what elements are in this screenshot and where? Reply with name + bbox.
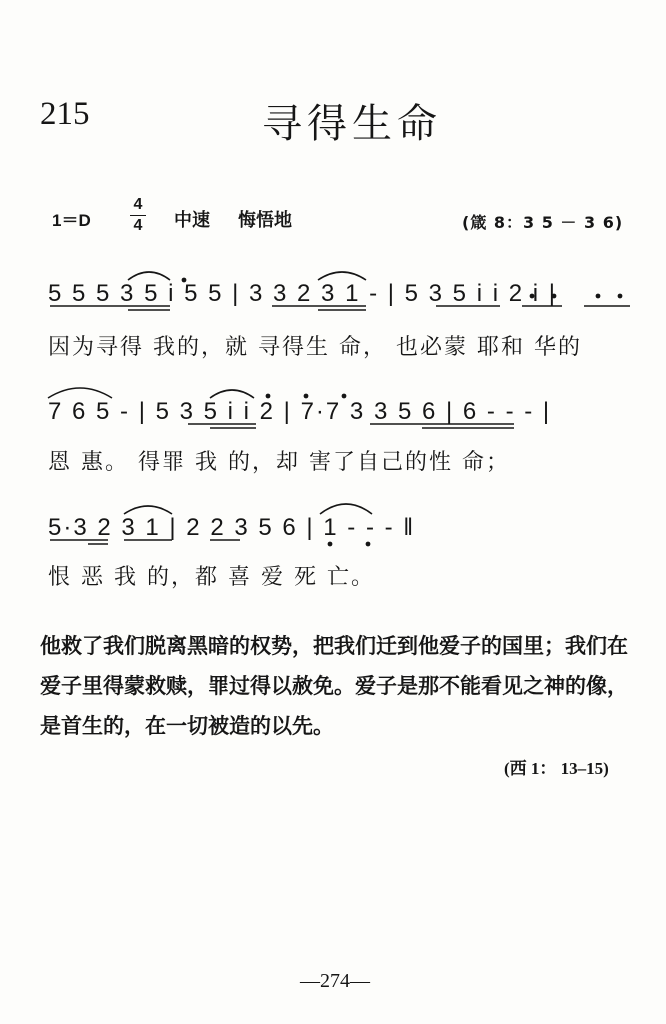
- hymn-title: 寻得生命: [262, 101, 442, 147]
- octave-dot: [596, 294, 601, 299]
- hymn-number: 215: [40, 96, 90, 132]
- slur: [128, 272, 170, 280]
- slur: [210, 390, 254, 398]
- meter-bottom: 4: [133, 217, 143, 234]
- notation-line: 7 6 5 - | 5 3 5 i i 2 | 7·7 3 3 5 6 | 6 - - - |: [48, 398, 552, 425]
- meter-top: 4: [133, 196, 143, 213]
- slur: [318, 272, 366, 280]
- lyrics-line: 恩 惠。 得罪 我 的，却 害了自己的性 命；: [48, 450, 510, 475]
- lyrics-line: 因为寻得 我的，就 寻得生 命， 也必蒙 耶和 华的: [48, 335, 582, 360]
- key-signature: 1＝D: [52, 211, 91, 230]
- slur: [48, 388, 112, 398]
- octave-dot: [366, 542, 371, 547]
- tempo-marking: 中速: [174, 210, 210, 231]
- expression-marking: 悔悟地: [238, 210, 292, 231]
- octave-dot: [618, 294, 623, 299]
- notation-line: 5·3 2 3 1 | 2 2 3 5 6 | 1 - - - ‖: [48, 514, 416, 541]
- slur: [124, 506, 172, 514]
- page-number: —274—: [300, 970, 370, 992]
- verse-reference: (西 1： 13–15): [504, 759, 609, 778]
- slur: [320, 504, 372, 514]
- scripture-reference: (箴 8：3 5 － 3 6): [462, 213, 624, 232]
- scripture-verse: 他救了我们脱离黑暗的权势，把我们迁到他爱子的国里；我们在爱子里得蒙救赎，罪过得以赦免。爱子是那不能看见之神的像，是首生的，在一切被造的以先。: [40, 634, 628, 738]
- lyrics-line: 恨 恶 我 的，都 喜 爱 死 亡。: [48, 565, 375, 590]
- notation-line: 5 5 5 3 5 i 5 5 | 3 3 2 3 1 - | 5 3 5 i i 2 i |: [48, 280, 557, 307]
- octave-dot: [328, 542, 333, 547]
